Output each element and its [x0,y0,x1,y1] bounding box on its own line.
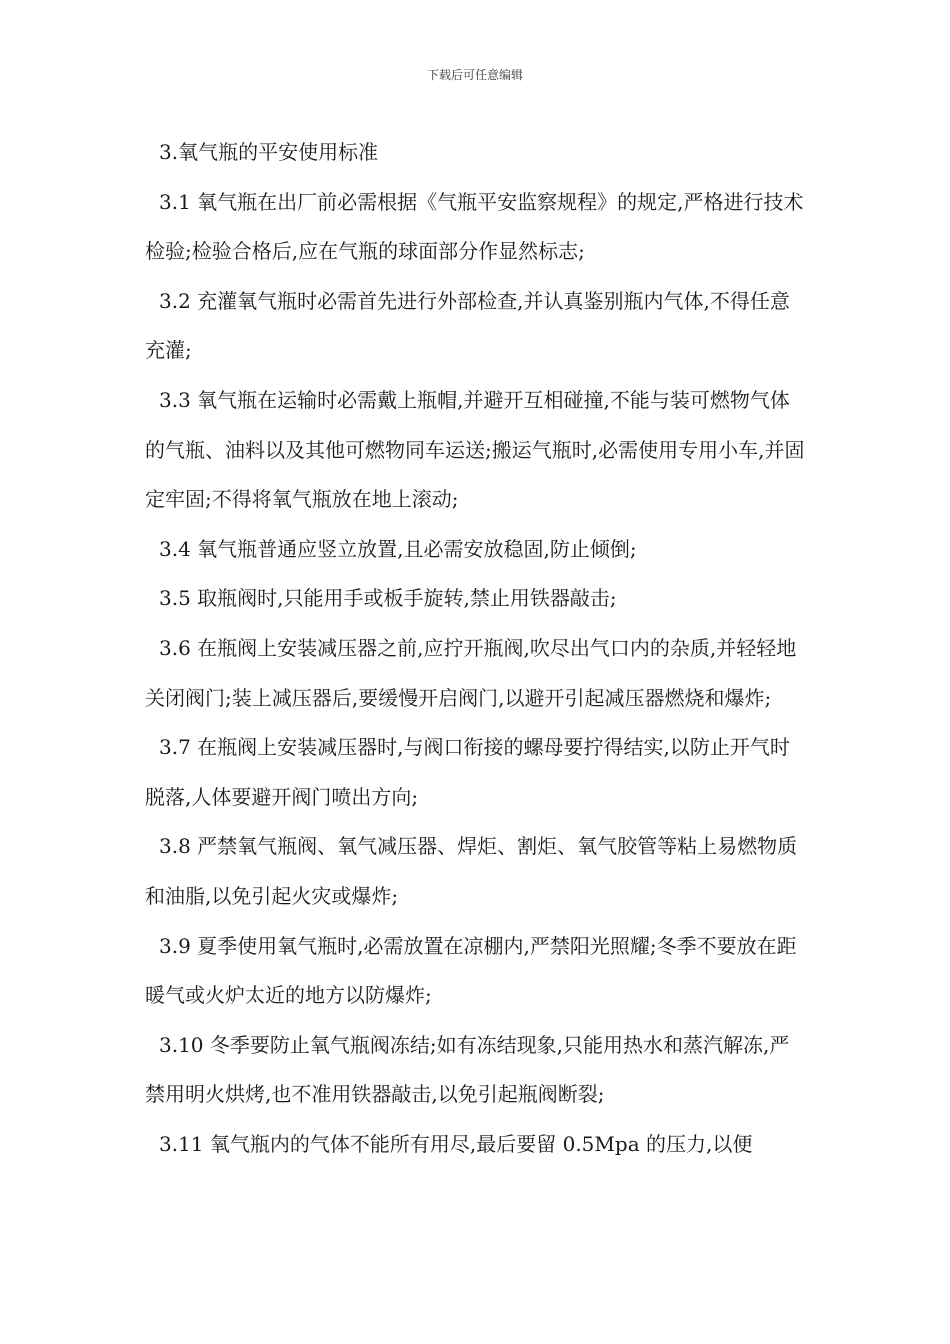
section-heading: 3.氧气瓶的平安使用标准 [159,140,379,164]
paragraph-3-5: 3.5 取瓶阀时,只能用手或板手旋转,禁止用铁器敲击; [159,586,617,611]
paragraph-3-9: 3.9 夏季使用氧气瓶时,必需放置在凉棚内,严禁阳光照耀;冬季不要放在距暖气或火炉太近的地方以防爆炸; [145,933,797,1008]
page-header: 下载后可任意编辑 [426,68,523,82]
paragraph-3-3: 3.3 氧气瓶在运输时必需戴上瓶帽,并避开互相碰撞,不能与装可燃物气体的气瓶、油料以及其他可燃物同车运送;搬运气瓶时,必需使用专用小车,并固定牢固;不得将氧气瓶放在地上滚动; [145,387,805,512]
document-body [145,128,809,1169]
paragraph-3-4: 3.4 氧气瓶普通应竖立放置,且必需安放稳固,防止倾倒; [159,536,637,561]
paragraph-3-6: 3.6 在瓶阀上安装减压器之前,应拧开瓶阀,吹尽出气口内的杂质,并轻轻地关闭阀门;装上减压器后,要缓慢开启阀门,以避开引起减压器燃烧和爆炸; [145,635,797,710]
paragraph-3-10: 3.10 冬季要防止氧气瓶阀冻结;如有冻结现象,只能用热水和蒸汽解冻,严禁用明火烘烤,也不准用铁器敲击,以免引起瓶阀断裂; [145,1032,790,1107]
paragraph-3-8: 3.8 严禁氧气瓶阀、氧气减压器、焊炬、割炬、氧气胶管等粘上易燃物质和油脂,以免引起火灾或爆炸; [145,834,798,908]
paragraph-3-11: 3.11 氧气瓶内的气体不能所有用尽,最后要留 0.5Mpa 的压力,以便 [159,1131,753,1156]
paragraph-3-1: 3.1 氧气瓶在出厂前必需根据《气瓶平安监察规程》的规定,严格进行技术检验;检验合格后,应在气瓶的球面部分作显然标志; [145,189,804,264]
paragraph-3-2: 3.2 充灌氧气瓶时必需首先进行外部检查,并认真鉴别瓶内气体,不得任意充灌; [145,288,790,363]
paragraph-3-7: 3.7 在瓶阀上安装减压器时,与阀口衔接的螺母要拧得结实,以防止开气时脱落,人体要避开阀门喷出方向; [145,735,790,809]
